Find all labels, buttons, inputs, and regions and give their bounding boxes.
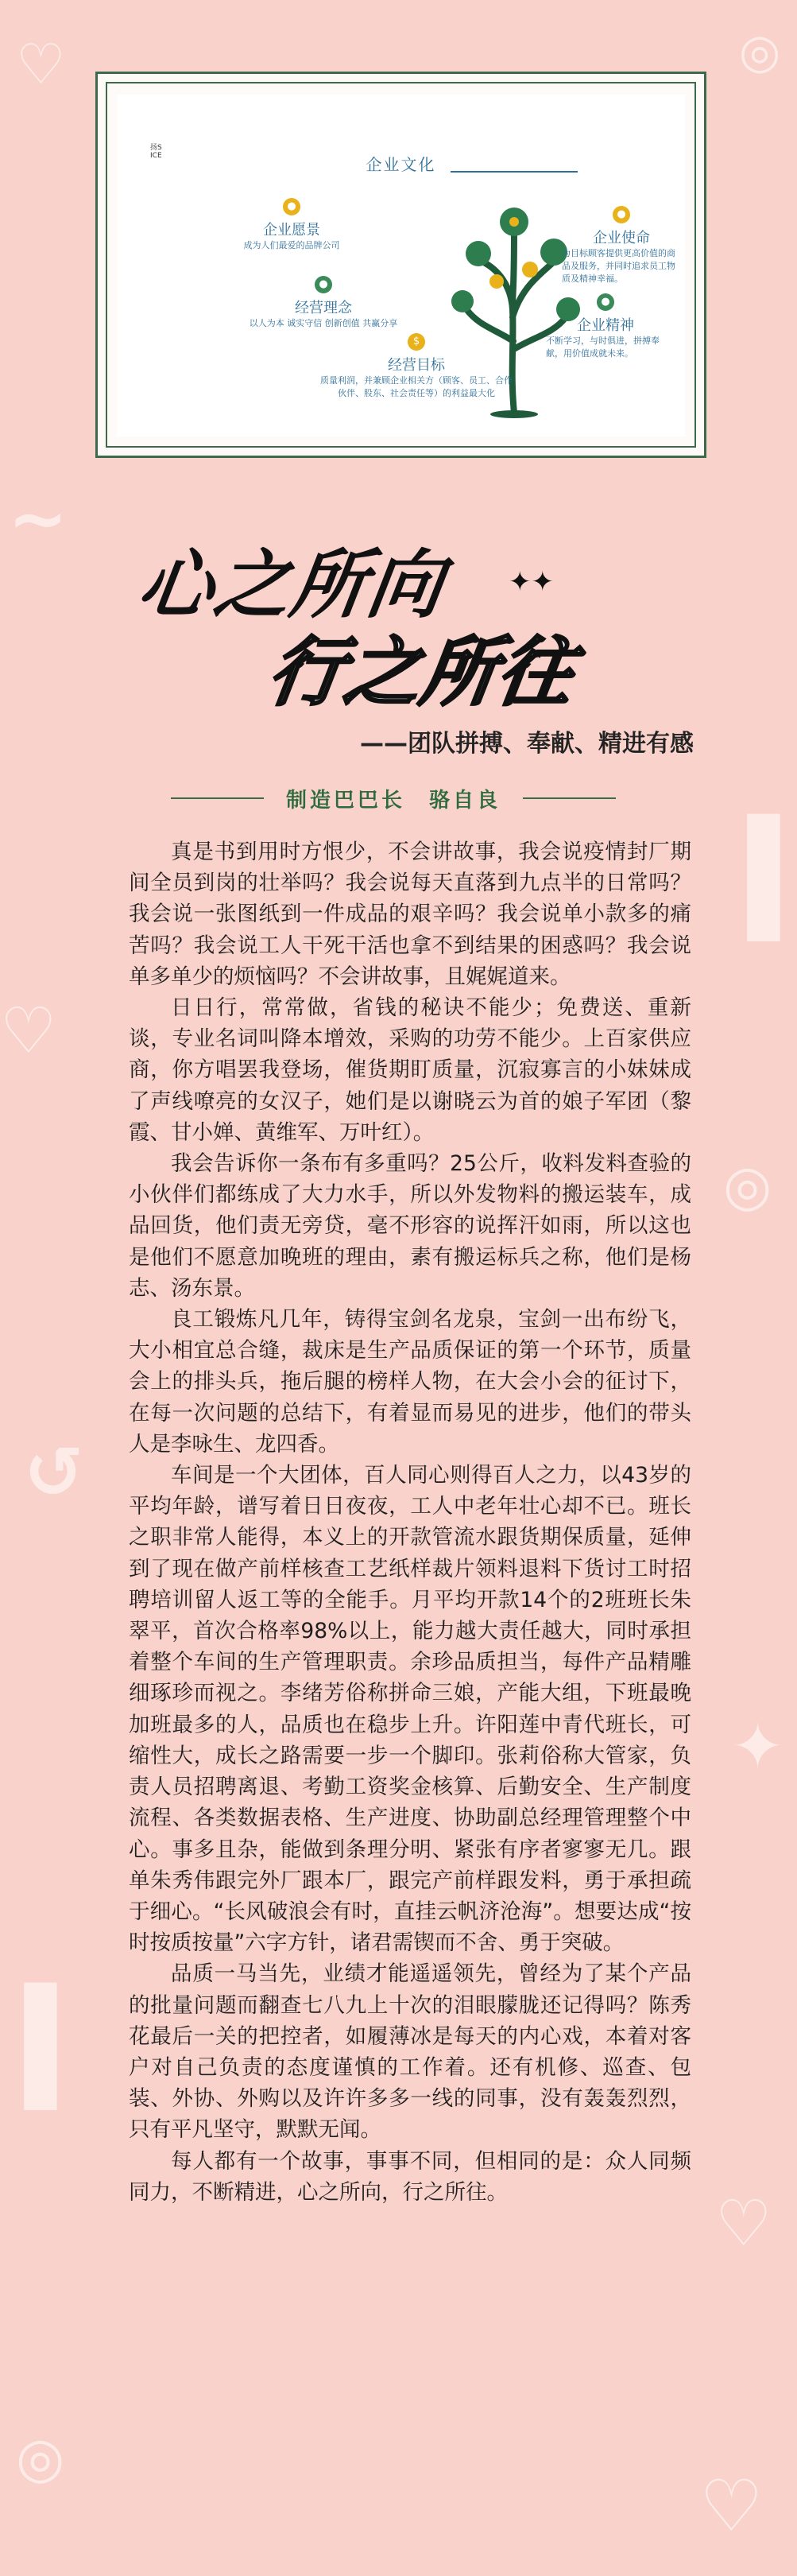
vision-text: 成为人们最爱的品牌公司 <box>243 240 340 250</box>
paragraph: 真是书到用时方恨少，不会讲故事，我会说疫情封厂期间全员到岗的壮举吗？我会说每天直落到九点半的日常吗？我会说一张图纸到一件成品的艰辛吗？我会说单小款多的痛苦吗？我会说工人干死干活也拿不到结果的困惑吗？我会说单多单少的烦恼吗？不会讲故事，且娓娓道来。 <box>129 840 691 989</box>
card-title: 企业文化 <box>366 155 436 174</box>
lightbulb-icon: ● <box>283 198 300 215</box>
coin-icon: $ <box>408 333 425 351</box>
brand-logo: 扬SICE <box>150 144 162 160</box>
corporate-culture-card <box>95 72 706 458</box>
vision-label: 企业愿景 <box>263 222 320 239</box>
paragraph: 良工锻炼凡几年，铸得宝剑名龙泉，宝剑一出布纷飞，大小相宜总合缝，裁床是生产品质保证的第一个环节，质量会上的排头兵，拖后腿的榜样人物，在大会小会的征讨下，在每一次问题的总结下，有着显而易见的进步，他们的带头人是李咏生、龙四香。 <box>129 1307 691 1457</box>
divider-right <box>523 797 616 799</box>
spirit-block <box>546 293 665 360</box>
people-icon: ● <box>315 276 332 293</box>
goal-label: 经营目标 <box>388 357 445 374</box>
sparkle-icon: ✦✦ <box>509 566 554 598</box>
subtitle: ——团队拼搏、奉献、精进有感 <box>360 730 694 758</box>
trophy-icon: ● <box>597 293 614 311</box>
goal-block <box>317 333 516 400</box>
paragraph: 我会告诉你一条布有多重吗？25公斤，收料发料查验的小伙伴们都练成了大力水手，所以外发物料的搬运装车，成品回货，他们责无旁贷，毫不形容的说挥汗如雨，所以这也是他们不愿意加晚班的理由，素有搬运标兵之称，他们是杨志、汤东景。 <box>129 1151 691 1301</box>
spirit-label: 企业精神 <box>577 317 634 334</box>
vision-block <box>204 198 379 252</box>
headline-line2: 行之所往 <box>263 630 581 716</box>
headline-line1: 心之所向 <box>133 542 451 629</box>
mission-label: 企业使命 <box>593 230 650 246</box>
philosophy-label: 经营理念 <box>295 300 352 316</box>
paragraph: 每人都有一个故事，事事不同，但相同的是：众人同频同力，不断精进，心之所向，行之所往。 <box>129 2148 691 2205</box>
spirit-text: 不断学习，与时俱进，拼搏奉献，用价值成就未来。 <box>546 336 660 359</box>
goal-text: 质量利润，并兼顾企业相关方（顾客、员工、合作伙伴、股东、社会责任等）的利益最大化 <box>320 375 513 398</box>
title-underline <box>451 171 578 173</box>
article-body <box>129 836 691 2208</box>
philosophy-block <box>236 276 411 330</box>
paragraph: 车间是一个大团体，百人同心则得百人之力，以43岁的平均年龄，谱写着日日夜夜，工人中老年壮心却不已。班长之职非常人能得，本义上的开款管流水跟货期保质量，延伸到了现在做产前样核查工艺纸样裁片领料退料下货讨工时招聘培训留人返工等的全能手。月平均开款14个的2班班长朱翠平，首次合格率98%以上，能力越大责任越大，同时承担着整个车间的生产管理职责。余珍品质担当，每件产品精雕细琢珍而视之。李绪芳俗称拼命三娘，产能大组，下班最晚加班最多的人，品质也在稳步上升。许阳莲中青代班长，可缩性大，成长之路需要一步一个脚印。张莉俗称大管家，负责人员招聘离退、考勤工资奖金核算、后勤安全、生产制度流程、各类数据表格、生产进度、协助副总经理管理整个中心。事多且杂，能做到条理分明、紧张有序者寥寥无几。跟单朱秀伟跟完外厂跟本厂，跟完产前样跟发料，勇于承担疏于细心。“长风破浪会有时，直挂云帆济沧海”。想要达成“按时按质按量”六字方针，诸君需锲而不舍、勇于突破。 <box>129 1463 691 1956</box>
author-row <box>171 784 616 813</box>
author-name: 制造巴巴长 骆自良 <box>286 788 501 813</box>
flag-icon: ● <box>613 206 630 223</box>
mission-block <box>562 206 681 285</box>
background-pattern: ♡ ◎ ~ I ♡ ◎ ↺ ✦ I ♡ ◎ ♡ <box>0 24 796 2548</box>
philosophy-text: 以人为本 诚实守信 创新创值 共赢分享 <box>249 318 398 328</box>
paragraph: 日日行，常常做，省钱的秘诀不能少；免费送、重新谈，专业名词叫降本增效，采购的功劳不能少。上百家供应商，你方唱罢我登场，催货期盯质量，沉寂寡言的小妹妹成了声线嘹亮的女汉子，她们是以谢晓云为首的娘子军团（黎霞、甘小婵、黄维军、万叶红）。 <box>129 995 691 1145</box>
card-inner <box>117 95 685 436</box>
divider-left <box>171 797 264 799</box>
mission-text: 为目标顾客提供更高价值的商品及服务，并同时追求员工物质及精神幸福。 <box>562 248 675 284</box>
paragraph: 品质一马当先，业绩才能遥遥领先，曾经为了某个产品的批量问题而翻查七八九上十次的泪眼朦胧还记得吗？陈秀花最后一关的把控者，如履薄冰是每天的内心戏，本着对客户对自己负责的态度谨慎的工作着。还有机修、巡查、包装、外协、外购以及许许多多一线的同事，没有轰轰烈烈，只有平凡坚守，默默无闻。 <box>129 1961 691 2143</box>
